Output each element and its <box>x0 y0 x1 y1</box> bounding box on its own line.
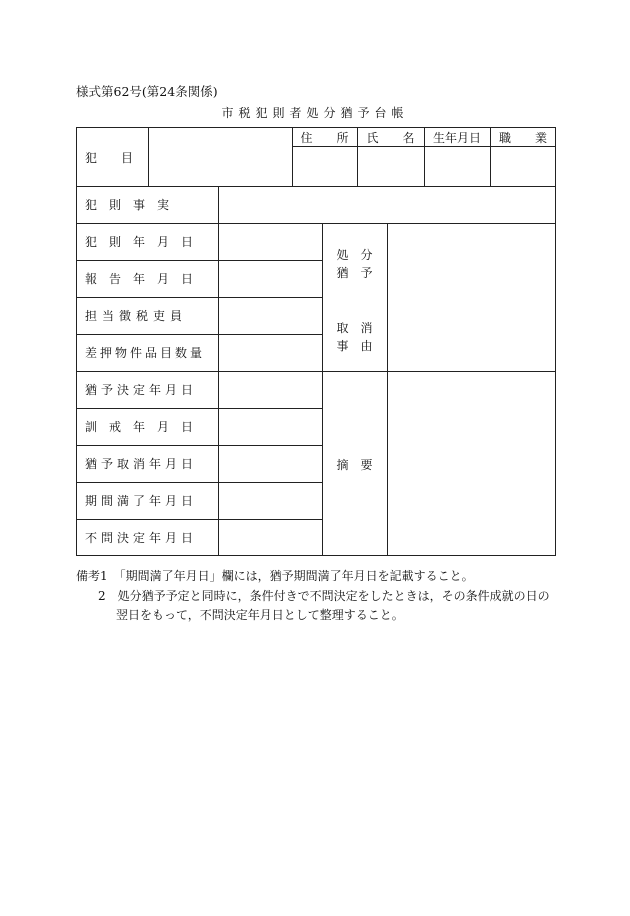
notes-section <box>76 567 554 626</box>
form-number-label: 様式第62号(第24条関係) <box>76 84 218 99</box>
tax-officer-label: 担当徴税吏員 <box>85 309 188 323</box>
suspension-date-label: 猶予決定年月日 <box>85 383 198 397</box>
note-1: 備考1 「期間満了年月日」欄には，猶予期間満了年月日を記載すること。 <box>76 569 474 583</box>
expiry-date-label: 期間満了年月日 <box>85 494 198 508</box>
table-rule <box>387 223 388 556</box>
report-date-label: 報 告 年 月 日 <box>85 272 194 286</box>
no-action-date-label: 不問決定年月日 <box>85 531 198 545</box>
address-header: 住 所 <box>300 130 349 145</box>
offender-label: 犯 目 <box>85 150 134 165</box>
cancellation-label: 取 消 <box>336 320 373 335</box>
note-2: 2 処分猶予予定と同時に，条件付きで不問決定をしたときは，その条件成就の日の翌日をもって，不問決定年月日として整理すること。 <box>98 588 550 622</box>
admonition-date-label: 訓 戒 年 月 日 <box>85 420 194 434</box>
violation-date-label: 犯 則 年 月 日 <box>85 235 194 249</box>
cancellation-date-label: 猶予取消年月日 <box>85 457 198 471</box>
summary-label: 摘 要 <box>336 457 373 472</box>
occupation-header: 職 業 <box>498 130 547 145</box>
suspension-label: 猶 予 <box>336 265 373 280</box>
table-rule <box>148 128 149 186</box>
register-table <box>76 127 556 556</box>
birthdate-header: 生年月日 <box>432 130 481 145</box>
seized-items-label: 差押物件品目数量 <box>85 346 206 360</box>
table-rule <box>218 186 219 556</box>
name-header: 氏 名 <box>366 130 415 145</box>
disposition-label: 処 分 <box>336 247 373 262</box>
violation-fact-label: 犯 則 事 実 <box>85 198 170 212</box>
reason-label: 事 由 <box>336 338 373 353</box>
document-title: 市税犯則者処分猶予台帳 <box>221 106 409 120</box>
